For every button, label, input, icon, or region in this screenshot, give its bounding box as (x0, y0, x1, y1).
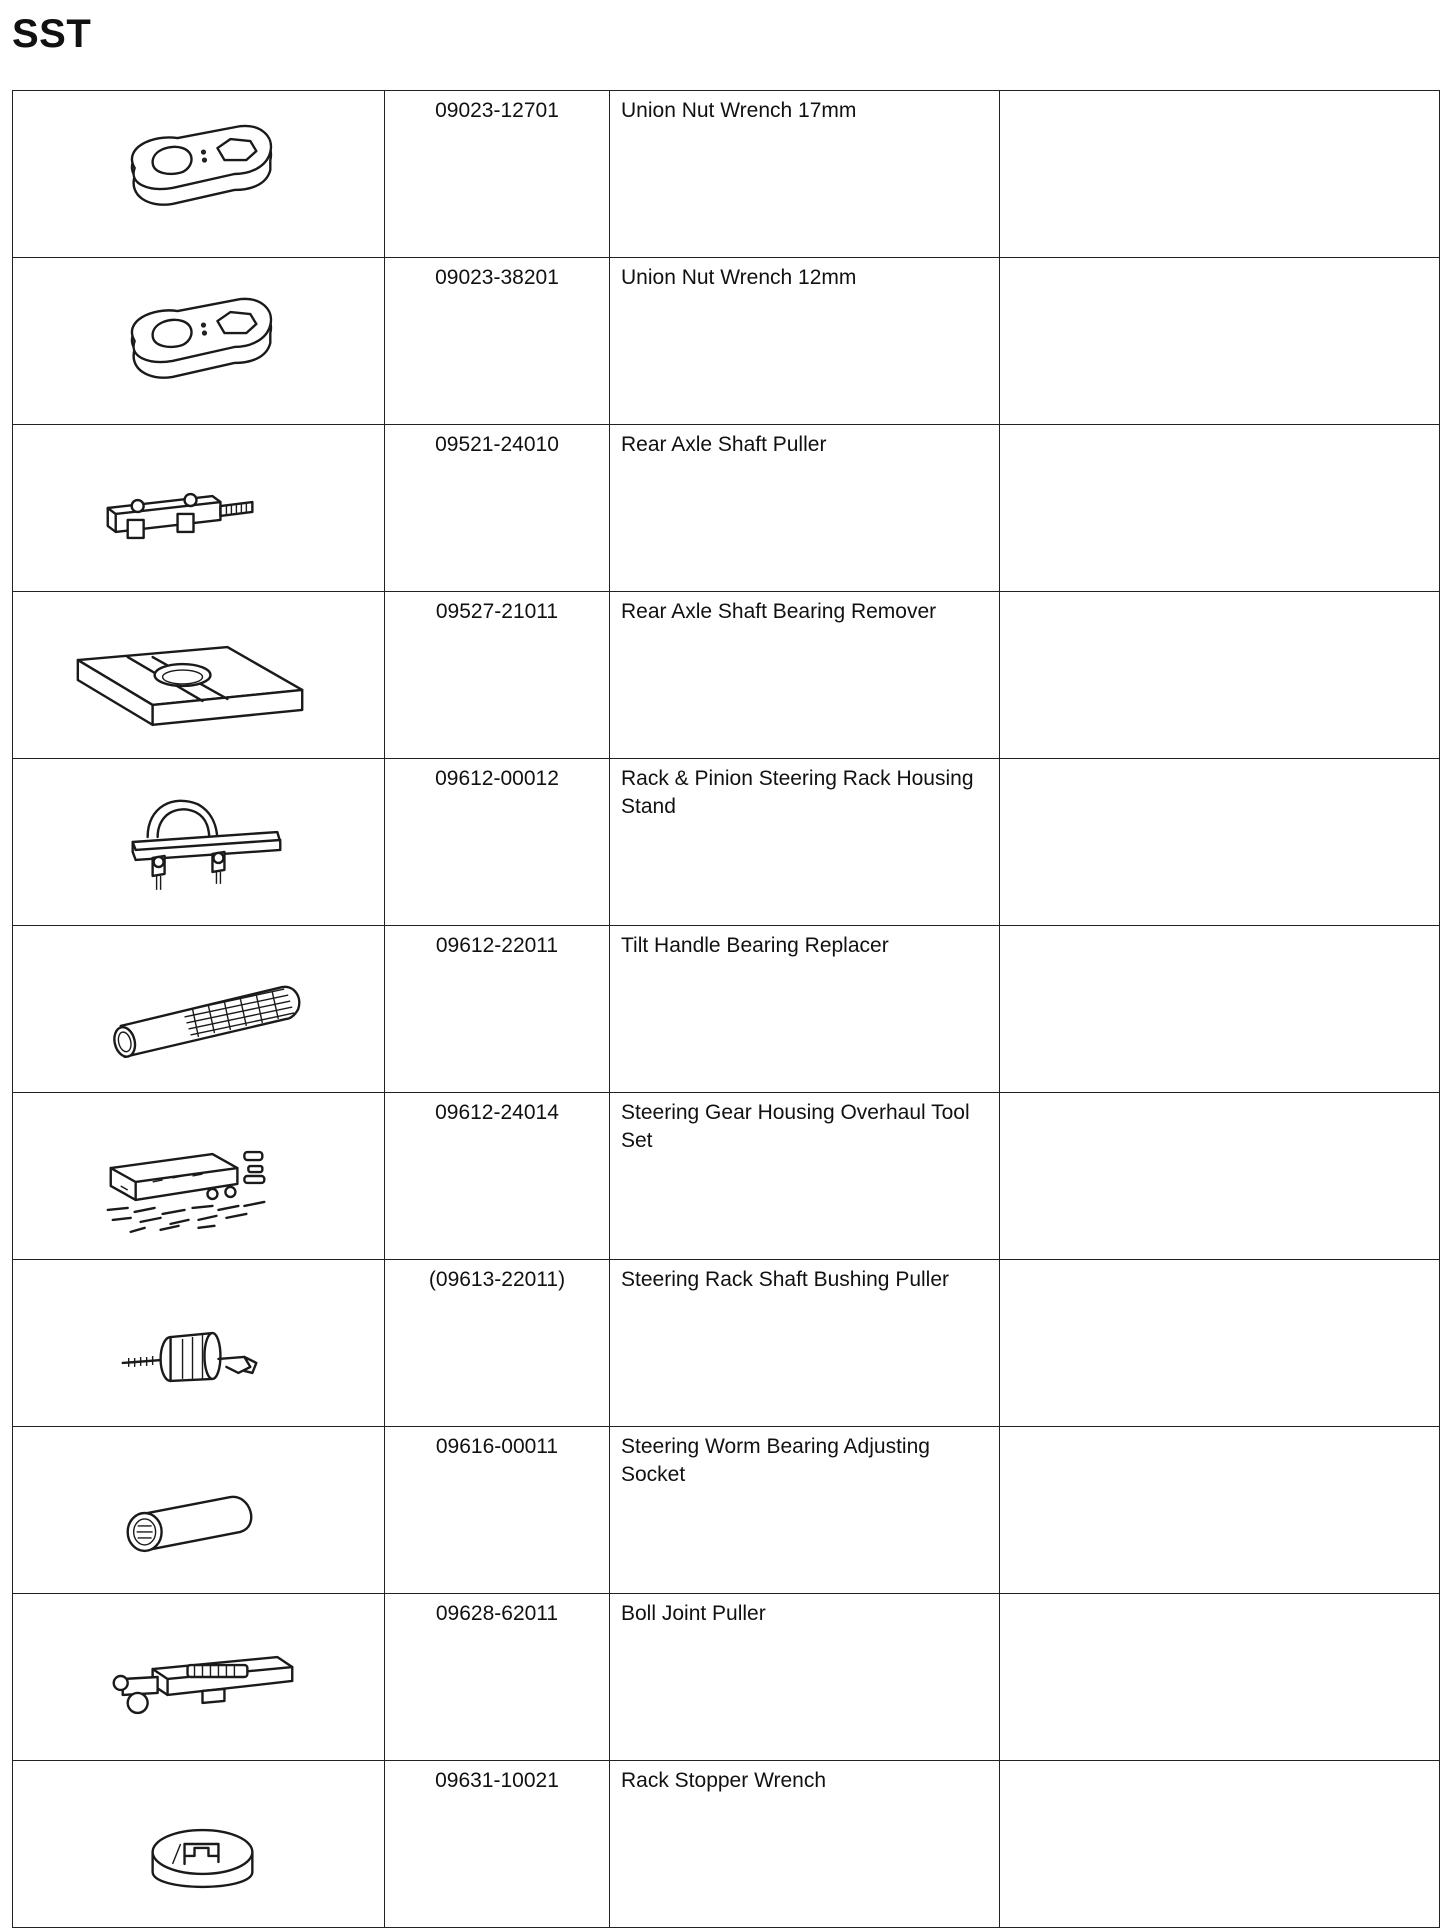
tool-name: Tilt Handle Bearing Replacer (610, 926, 1000, 1093)
tool-note (1000, 1093, 1440, 1260)
table-row (13, 91, 1440, 258)
part-number: 09628-62011 (385, 1594, 610, 1761)
table-row (13, 592, 1440, 759)
bearing-remover-plate-icon (13, 592, 384, 758)
bushing-puller-icon (13, 1260, 384, 1426)
part-number: 09616-00011 (385, 1427, 610, 1594)
tool-name: Rear Axle Shaft Bearing Remover (610, 592, 1000, 759)
tool-illustration-cell (13, 1594, 385, 1761)
sst-table (12, 90, 1440, 1928)
tool-name: Union Nut Wrench 12mm (610, 258, 1000, 425)
tool-illustration-cell (13, 91, 385, 258)
part-number: 09023-12701 (385, 91, 610, 258)
tool-illustration-cell (13, 1260, 385, 1427)
tool-note (1000, 759, 1440, 926)
rack-stopper-wrench-icon (13, 1761, 384, 1927)
tool-name: Steering Rack Shaft Bushing Puller (610, 1260, 1000, 1427)
part-number: (09613-22011) (385, 1260, 610, 1427)
part-number: 09612-22011 (385, 926, 610, 1093)
page-title: SST (12, 12, 92, 56)
table-row (13, 425, 1440, 592)
tool-illustration-cell (13, 425, 385, 592)
tool-note (1000, 91, 1440, 258)
bearing-replacer-tube-icon (13, 926, 384, 1092)
overhaul-tool-set-icon (13, 1093, 384, 1259)
tool-note (1000, 1427, 1440, 1594)
tool-note (1000, 1260, 1440, 1427)
table-row (13, 1093, 1440, 1260)
tool-note (1000, 592, 1440, 759)
tool-note (1000, 1594, 1440, 1761)
part-number: 09612-24014 (385, 1093, 610, 1260)
rear-axle-shaft-puller-icon (13, 425, 384, 591)
part-number: 09023-38201 (385, 258, 610, 425)
table-row (13, 759, 1440, 926)
tool-name: Rack Stopper Wrench (610, 1761, 1000, 1928)
table-row (13, 1427, 1440, 1594)
tool-illustration-cell (13, 1427, 385, 1594)
tool-illustration-cell (13, 926, 385, 1093)
tool-note (1000, 926, 1440, 1093)
tool-note (1000, 258, 1440, 425)
table-row (13, 1761, 1440, 1928)
table-row (13, 1260, 1440, 1427)
tool-name: Steering Gear Housing Overhaul Tool Set (610, 1093, 1000, 1260)
part-number: 09521-24010 (385, 425, 610, 592)
tool-illustration-cell (13, 759, 385, 926)
part-number: 09527-21011 (385, 592, 610, 759)
table-row (13, 926, 1440, 1093)
ball-joint-puller-icon (13, 1594, 384, 1760)
tool-illustration-cell (13, 258, 385, 425)
table-row (13, 1594, 1440, 1761)
union-nut-wrench-12mm-icon (13, 258, 384, 424)
tool-note (1000, 1761, 1440, 1928)
tool-name: Union Nut Wrench 17mm (610, 91, 1000, 258)
tool-name: Rear Axle Shaft Puller (610, 425, 1000, 592)
tool-illustration-cell (13, 1093, 385, 1260)
tool-name: Boll Joint Puller (610, 1594, 1000, 1761)
rack-housing-stand-icon (13, 759, 384, 925)
tool-illustration-cell (13, 1761, 385, 1928)
part-number: 09612-00012 (385, 759, 610, 926)
tool-illustration-cell (13, 592, 385, 759)
tool-name: Steering Worm Bearing Adjusting Socket (610, 1427, 1000, 1594)
table-row (13, 258, 1440, 425)
tool-name: Rack & Pinion Steering Rack Housing Stand (610, 759, 1000, 926)
adjusting-socket-icon (13, 1427, 384, 1593)
part-number: 09631-10021 (385, 1761, 610, 1928)
tool-note (1000, 425, 1440, 592)
union-nut-wrench-17mm-icon (13, 91, 384, 257)
